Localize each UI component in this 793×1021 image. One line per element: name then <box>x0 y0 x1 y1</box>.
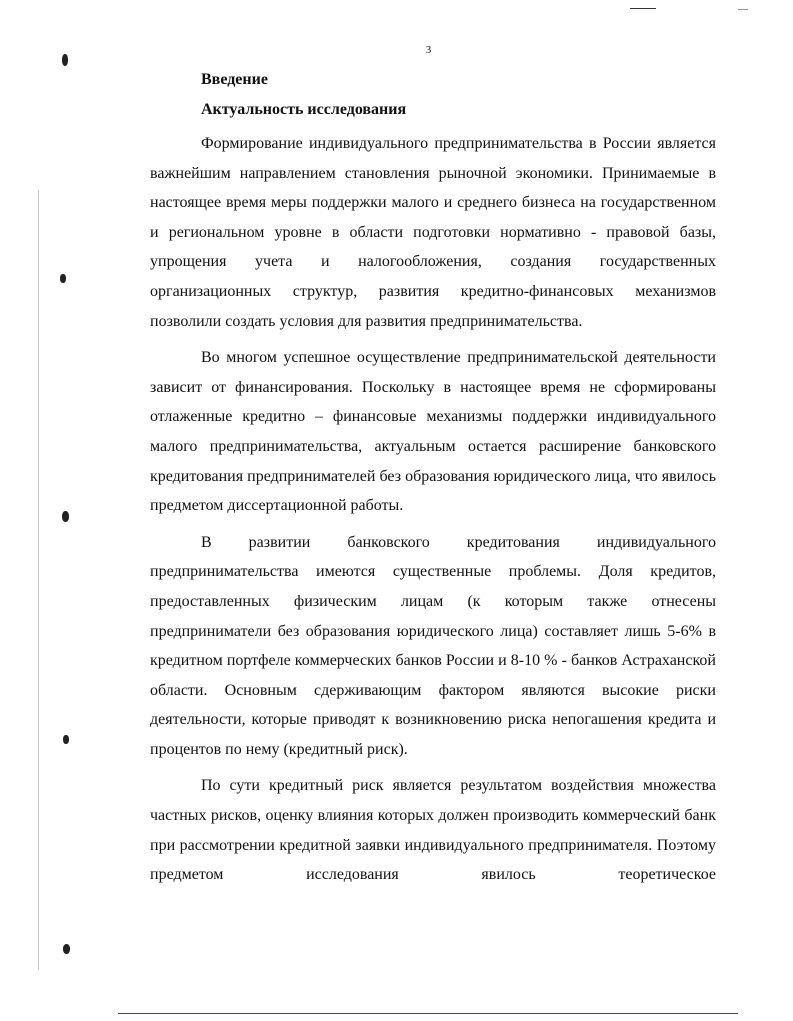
paragraph-3: В развитии банковского кредитования индивидуального предпринимательства имеются существенные проблемы. Доля кредитов, предоставленных физическим лицам (к которым также отнесены предприниматели без образования юридического лица) составляет лишь 5-6% в кредитном портфеле коммерческих банков России и 8-10 % - банков Астраханской области. Основным сдерживающим фактором являются высокие риски деятельности, которые приводят к возникновению риска непогашения кредита и процентов по нему (кредитный риск). <box>150 533 716 758</box>
binding-mark <box>63 944 70 954</box>
left-edge-line <box>38 190 39 970</box>
subsection-heading: Актуальность исследования <box>201 101 407 118</box>
binding-mark <box>62 511 69 522</box>
section-heading: Введение <box>201 71 268 88</box>
page-number: 3 <box>425 44 432 56</box>
binding-mark <box>63 735 69 744</box>
bottom-edge-line <box>118 1013 738 1014</box>
scan-mark-top-right <box>738 9 748 10</box>
scan-mark-top <box>630 8 656 9</box>
binding-mark <box>60 274 66 283</box>
paragraph-4: По сути кредитный риск является результатом воздействия множества частных рисков, оценку влияния которых должен производить коммерческий банк при рассмотрении кредитной заявки индивидуального предпринимателя. Поэтому предметом исследования явилось теоретическое <box>150 777 716 884</box>
paragraph-1: Формирование индивидуального предпринимательства в России является важнейшим направлением становления рыночной экономики. Принимаемые в настоящее время меры поддержки малого и среднего бизнеса на государственном и региональном уровне в области подготовки нормативно - правовой базы, упрощения учета и налогообложения, создания государственных организационных структур, развития кредитно-финансовых механизмов позволили создать условия для развития предпринимательства. <box>150 135 716 330</box>
body-text <box>150 129 716 890</box>
paragraph-2: Во многом успешное осуществление предпринимательской деятельности зависит от финансирования. Поскольку в настоящее время не сформированы отлаженные кредитно – финансовые механизмы поддержки индивидуального малого предпринимательства, актуальным остается расширение банковского кредитования предпринимателей без образования юридического лица, что явилось предметом диссертационной работы. <box>150 349 716 515</box>
